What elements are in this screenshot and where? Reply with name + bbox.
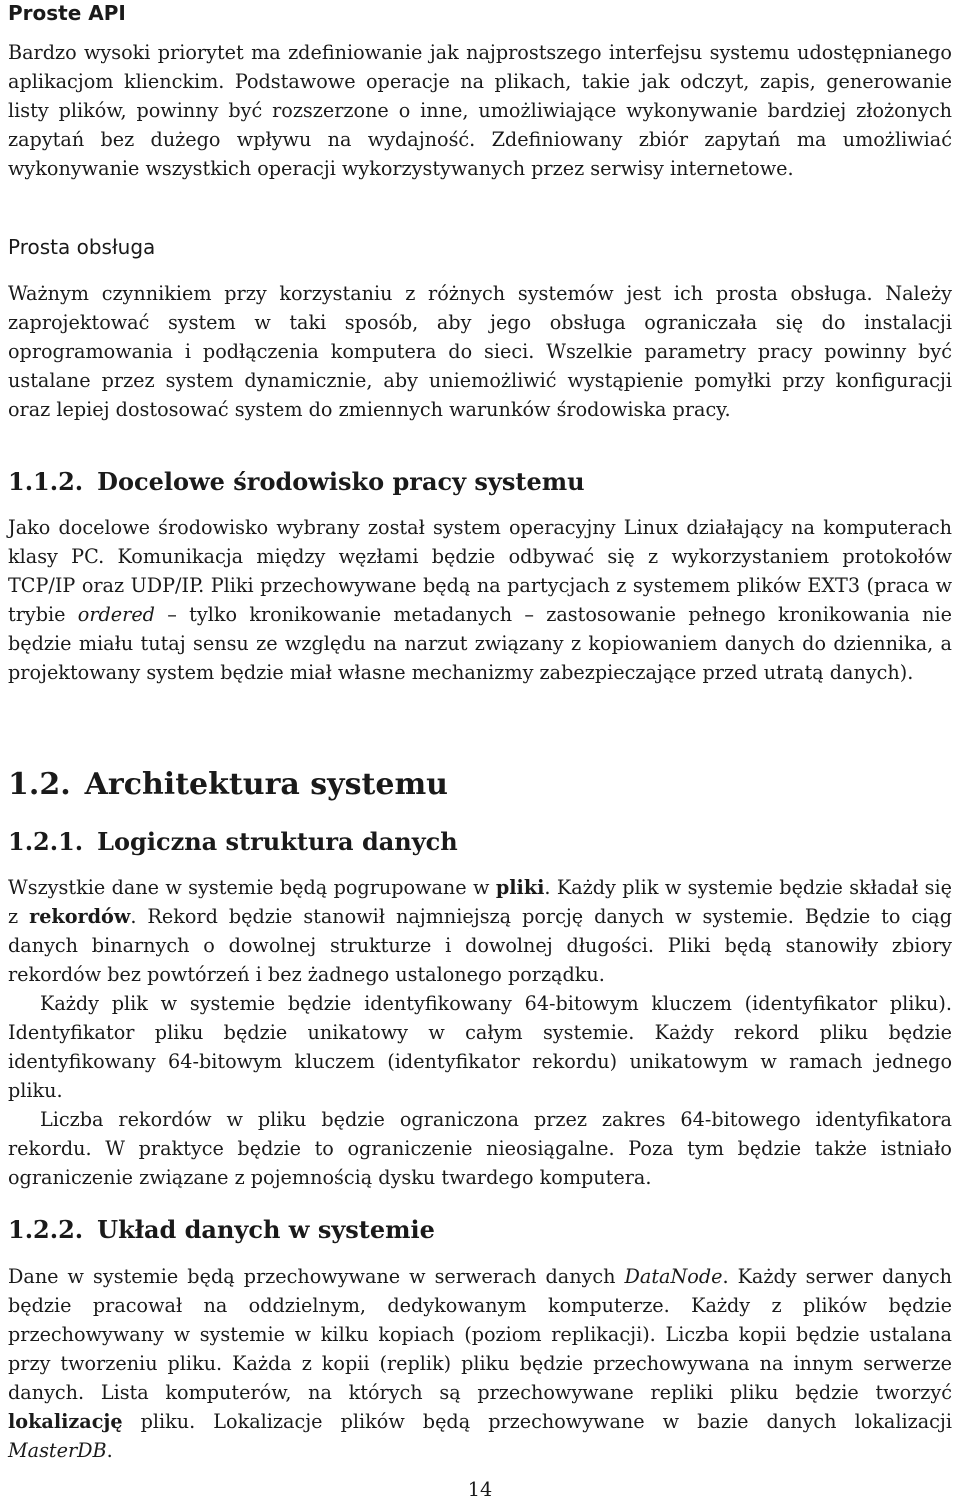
paragraph-docelowe <box>8 513 952 687</box>
section-title: Układ danych w systemie <box>97 1215 435 1244</box>
heading-architektura <box>8 766 448 804</box>
section-title: Docelowe środowisko pracy systemu <box>97 467 585 496</box>
heading-prosta-obsluga: Prosta obsługa <box>8 235 156 259</box>
text-run: . <box>106 1439 113 1462</box>
heading-logiczna <box>8 826 458 858</box>
text-run: Dane w systemie będą przechowywane w serwerach danych <box>8 1265 625 1288</box>
italic-term: DataNode <box>624 1265 723 1288</box>
text-run: pliku. Lokalizacje plików będą przechowywane w bazie danych lokalizacji <box>122 1410 952 1433</box>
paragraph-logiczna-3: Liczba rekordów w pliku będzie ograniczona przez zakres 64-bitowego identyfikatora rekordu. W praktyce będzie to ograniczenie nieosiągalne. Poza tym będzie także istniało ograniczenie związane z pojemnością dysku twardego komputera. <box>8 1108 952 1189</box>
text-run: Jako docelowe środowisko wybrany został system operacyjny Linux działający na komputerach klasy PC. Komunikacja między węzłami będzie odbywać się z wykorzystaniem protokołów TCP/IP oraz UDP/IP. Pliki przechowywane będą na partycjach z systemem plików EXT3 (praca w trybie <box>8 516 952 626</box>
paragraph-proste-api: Bardzo wysoki priorytet ma zdefiniowanie jak najprostszego interfejsu systemu udostępnianego aplikacjom klienckim. Podstawowe operacje na plikach, takie jak odczyt, zapis, generowanie listy plików, powinny być rozszerzone o inne, umożliwiające wykonywanie bardziej złożonych zapytań bez dużego wpływu na wydajność. Zdefiniowany zbiór zapytań ma umożliwiać wykonywanie wszystkich operacji wykorzystywanych przez serwisy internetowe. <box>8 41 952 180</box>
section-title: Logiczna struktura danych <box>97 827 458 856</box>
section-number: 1.2.2. <box>8 1215 84 1244</box>
section-number: 1.2.1. <box>8 827 84 856</box>
italic-term: MasterDB <box>8 1439 107 1462</box>
logiczna-body <box>8 873 952 1192</box>
text-run: . Rekord będzie stanowił najmniejszą porcję danych w systemie. Będzie to ciąg danych binarnych o dowolnej strukturze i dowolnej długości. Pliki będą stanowiły zbiory rekordów bez powtórzeń i bez żadnego ustalonego porządku. <box>8 905 953 986</box>
heading-proste-api: Proste API <box>8 1 126 25</box>
section-number: 1.1.2. <box>8 467 84 496</box>
text-run: – tylko kronikowanie metadanych – zastosowanie pełnego kronikowania nie będzie miału tutaj sensu ze względu na narzut związany z kopiowaniem danych do dziennika, a projektowany system będzie miał własne mechanizmy zabezpieczające przed utratą danych). <box>8 603 952 684</box>
paragraph-uklad <box>8 1262 952 1465</box>
bold-term: pliki <box>495 876 545 899</box>
text-run: Wszystkie dane w systemie będą pogrupowane w <box>8 876 496 899</box>
paragraph-logiczna-2: Każdy plik w systemie będzie identyfikowany 64-bitowym kluczem (identyfikator pliku). Identyfikator pliku będzie unikatowy w całym systemie. Każdy rekord pliku będzie identyfikowany 64-bitowym kluczem (identyfikator rekordu) unikatowym w ramach jednego pliku. <box>8 992 952 1102</box>
heading-docelowe <box>8 466 585 498</box>
heading-uklad <box>8 1214 435 1246</box>
bold-term: lokalizację <box>8 1410 123 1433</box>
page-number: 14 <box>467 1478 493 1501</box>
text-run: . Każdy plik w systemie będzie składał się z <box>8 876 952 928</box>
paragraph-prosta-obsluga: Ważnym czynnikiem przy korzystaniu z różnych systemów jest ich prosta obsługa. Należy zaprojektować system w taki sposób, aby jego obsługa ograniczała się do instalacji oprogramowania i podłączenia komputera do sieci. Wszelkie parametry pracy powinny być ustalane przez system dynamicznie, aby uniemożliwić wystąpienie pomyłki przy konfiguracji oraz lepiej dostosować system do zmiennych warunków środowiska pracy. <box>8 282 952 421</box>
bold-term: rekordów <box>29 905 131 928</box>
text-run: . Każdy serwer danych będzie pracował na oddzielnym, dedykowanym komputerze. Każdy z plików będzie przechowywany w systemie w kilku kopiach (poziom replikacji). Liczba kopii będzie ustalana przy tworzeniu pliku. Każda z kopii (replik) pliku będzie przechowywana na innym serwerze danych. Lista komputerów, na których są przechowywane repliki pliku będzie tworzyć <box>8 1265 952 1404</box>
paragraph-logiczna-1 <box>8 873 952 989</box>
chapter-title: Architektura systemu <box>84 767 448 802</box>
italic-term: ordered <box>77 603 155 626</box>
chapter-number: 1.2. <box>8 767 71 802</box>
